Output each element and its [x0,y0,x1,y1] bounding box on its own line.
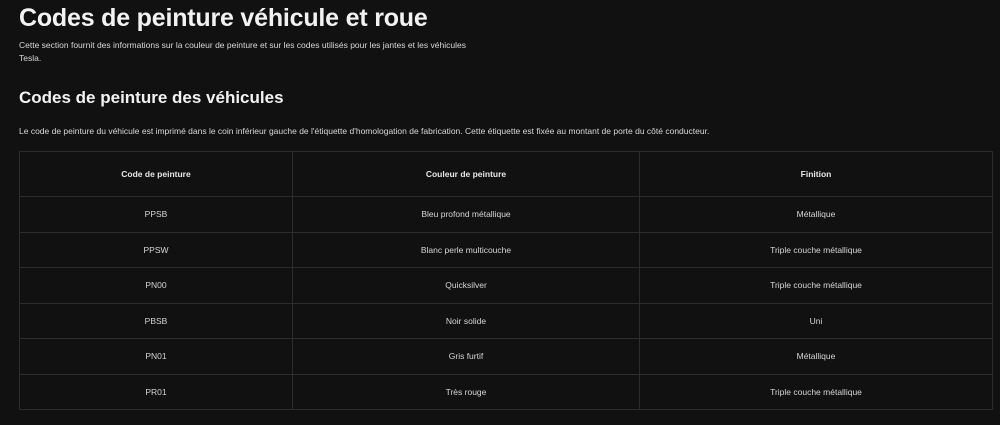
section-title: Codes de peinture des véhicules [19,88,284,107]
cell-color: Blanc perle multicouche [293,232,640,268]
table-row [20,232,993,268]
cell-code: PPSB [20,197,293,233]
section-description: Le code de peinture du véhicule est imprimé dans le coin inférieur gauche de l'étiquette d'homologation de fabrication. Cette étiquette est fixée au montant de porte du côté conducteur. [19,126,710,136]
table-row [20,374,993,410]
cell-color: Très rouge [293,374,640,410]
cell-color: Gris furtif [293,339,640,375]
column-header-finish: Finition [640,152,993,197]
table-row [20,339,993,375]
column-header-color: Couleur de peinture [293,152,640,197]
cell-finish: Métallique [640,197,993,233]
paint-code-table [19,151,993,410]
column-header-code: Code de peinture [20,152,293,197]
cell-code: PR01 [20,374,293,410]
table-header-row [20,152,993,197]
table-row [20,303,993,339]
cell-color: Noir solide [293,303,640,339]
cell-code: PN01 [20,339,293,375]
page-title: Codes de peinture véhicule et roue [19,4,428,32]
cell-finish: Métallique [640,339,993,375]
cell-color: Bleu profond métallique [293,197,640,233]
cell-finish: Triple couche métallique [640,268,993,304]
cell-color: Quicksilver [293,268,640,304]
intro-text: Cette section fournit des informations sur la couleur de peinture et sur les codes utilisés pour les jantes et les véhicules Tesla. [19,40,466,63]
cell-code: PPSW [20,232,293,268]
cell-finish: Uni [640,303,993,339]
cell-finish: Triple couche métallique [640,374,993,410]
cell-finish: Triple couche métallique [640,232,993,268]
cell-code: PN00 [20,268,293,304]
table-row [20,197,993,233]
cell-code: PBSB [20,303,293,339]
table-row [20,268,993,304]
